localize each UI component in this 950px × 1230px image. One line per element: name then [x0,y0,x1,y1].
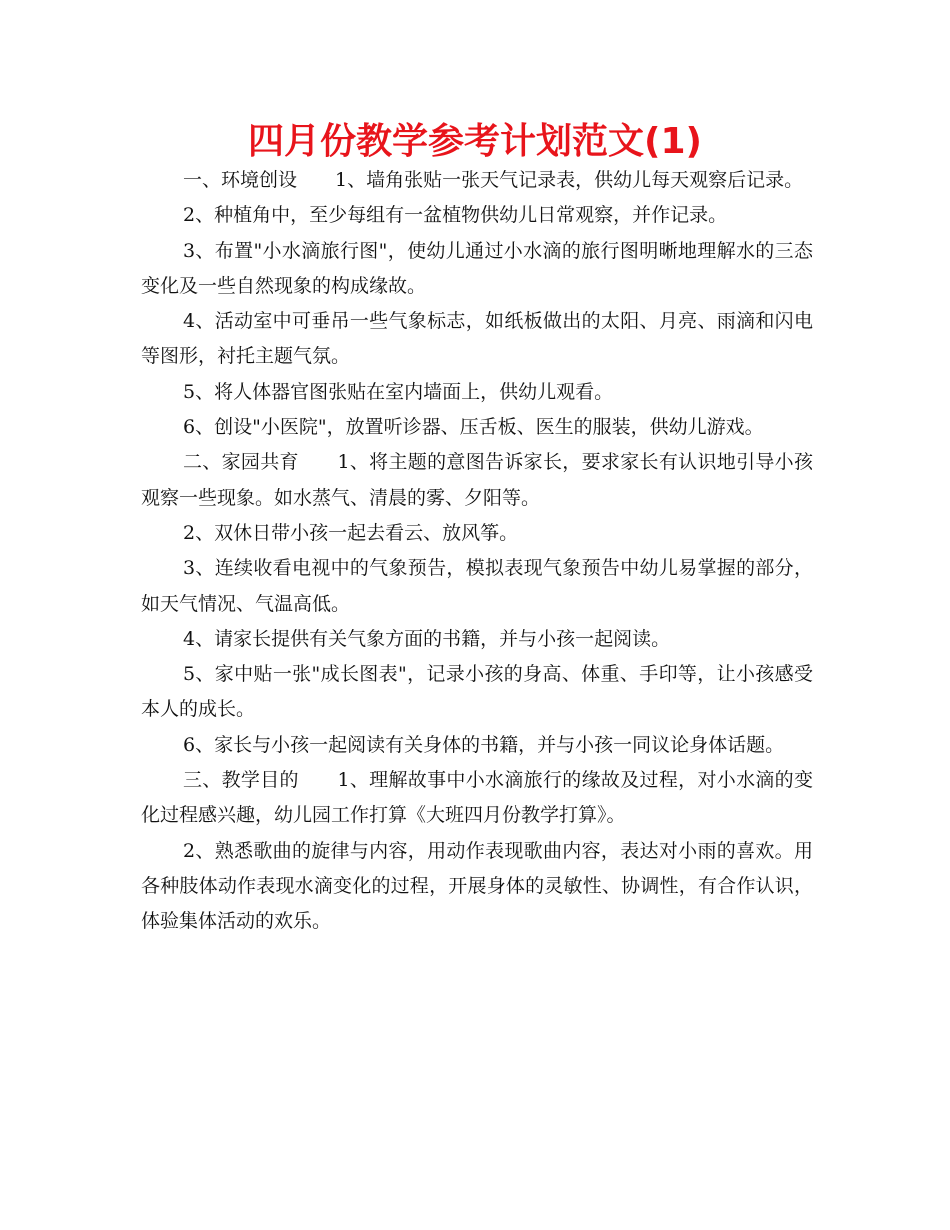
paragraph-home-5: 5、家中贴一张"成长图表"，记录小孩的身高、体重、手印等，让小孩感受本人的成长。 [141,663,813,721]
paragraph-home-2: 2、双休日带小孩一起去看云、放风筝。 [183,521,519,544]
paragraph-goal-1: 三、教学目的 1、理解故事中小水滴旅行的缘故及过程，对小水滴的变化过程感兴趣，幼儿园工作打算《大班四月份教学打算》。 [141,769,813,827]
paragraph-goal-2: 2、熟悉歌曲的旋律与内容，用动作表现歌曲内容，表达对小雨的喜欢。用各种肢体动作表现水滴变化的过程，开展身体的灵敏性、协调性，有合作认识，体验集体活动的欢乐。 [141,839,813,933]
document-title: 四月份教学参考计划范文(1) [248,121,702,162]
paragraph-environment-6: 6、创设"小医院"，放置听诊器、压舌板、医生的服装，供幼儿游戏。 [183,416,764,439]
paragraph-environment-5: 5、将人体器官图张贴在室内墙面上，供幼儿观看。 [183,380,614,403]
paragraph-home-3: 3、连续收看电视中的气象预告，模拟表现气象预告中幼儿易掌握的部分，如天气情况、气温高低。 [141,557,813,615]
paragraph-environment-4: 4、活动室中可垂吊一些气象标志，如纸板做出的太阳、月亮、雨滴和闪电等图形，衬托主题气氛。 [141,310,813,368]
paragraph-environment-1: 一、环境创设 1、墙角张贴一张天气记录表，供幼儿每天观察后记录。 [183,169,804,191]
paragraph-home-4: 4、请家长提供有关气象方面的书籍，并与小孩一起阅读。 [183,627,671,650]
paragraph-home-6: 6、家长与小孩一起阅读有关身体的书籍，并与小孩一同议论身体话题。 [183,733,785,756]
paragraph-environment-2: 2、种植角中，至少每组有一盆植物供幼儿日常观察，并作记录。 [183,204,728,227]
paragraph-home-1: 二、家园共育 1、将主题的意图告诉家长，要求家长有认识地引导小孩观察一些现象。如水蒸气、清晨的雾、夕阳等。 [141,451,813,509]
document-body [141,163,813,940]
paragraph-environment-3: 3、布置"小水滴旅行图"，使幼儿通过小水滴的旅行图明晰地理解水的三态变化及一些自然现象的构成缘故。 [141,239,813,297]
